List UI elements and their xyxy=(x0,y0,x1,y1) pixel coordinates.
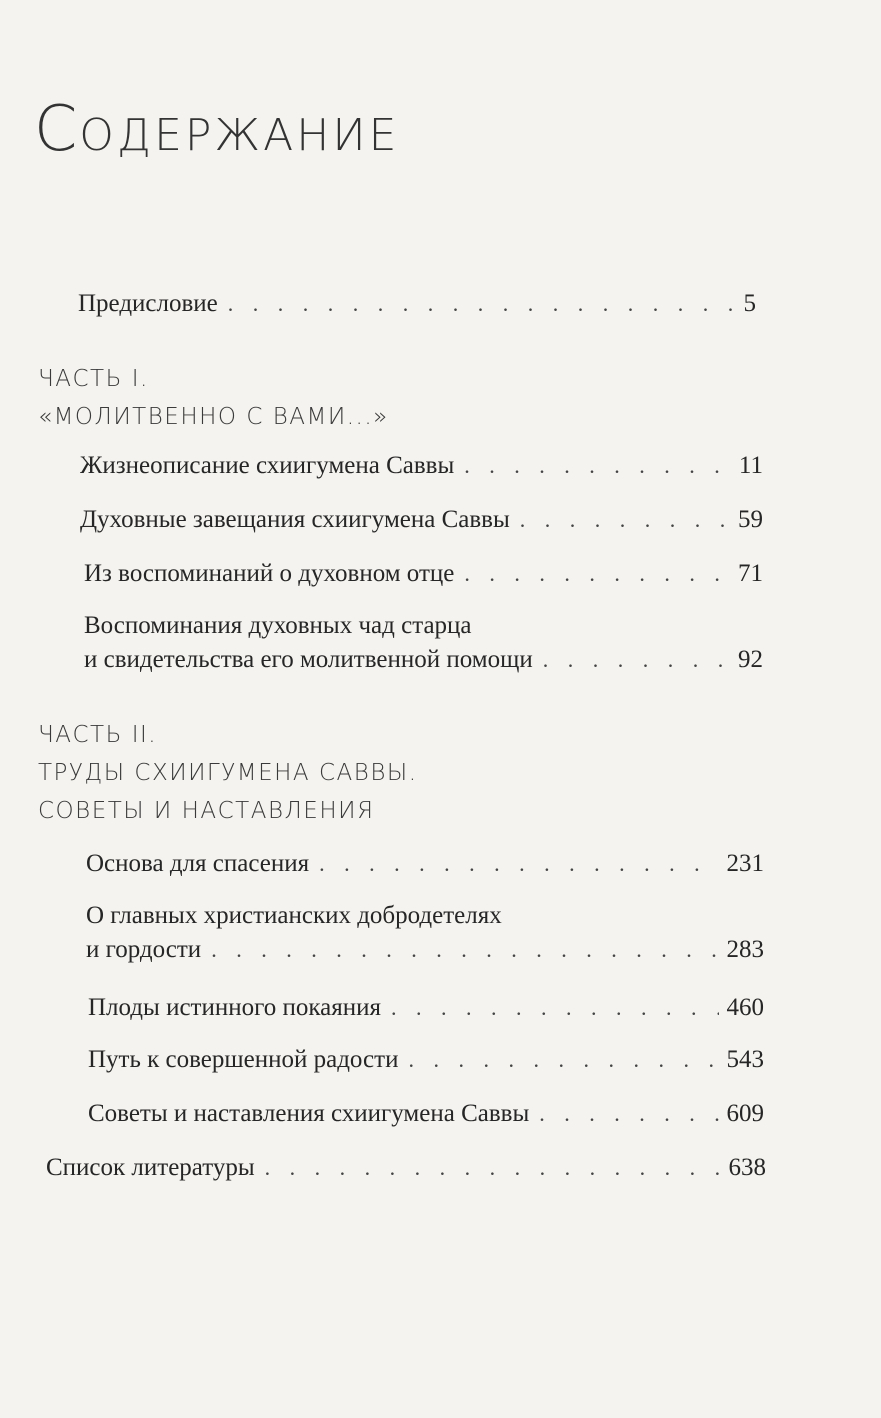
dot-leader xyxy=(211,937,718,963)
toc-entry[interactable] xyxy=(86,902,764,964)
toc-entry[interactable] xyxy=(84,612,763,674)
toc-entry-label: Воспоминания духовных чад старца xyxy=(84,612,472,639)
toc-entry-bibliography[interactable] xyxy=(46,1154,766,1182)
dot-leader xyxy=(464,561,730,587)
toc-page-number: 11 xyxy=(738,452,763,479)
toc-entry-label: Путь к совершенной радости xyxy=(88,1046,399,1073)
part-1-number: ЧАСТЬ I. xyxy=(38,366,149,392)
dot-leader xyxy=(265,1155,721,1181)
dot-leader xyxy=(228,291,736,317)
part-2-title-line2: СОВЕТЫ И НАСТАВЛЕНИЯ xyxy=(38,798,375,824)
toc-entry-label: Духовные завещания схиигумена Саввы xyxy=(80,506,510,533)
toc-page-number: 638 xyxy=(728,1154,766,1181)
toc-entry-label: Из воспоминаний о духовном отце xyxy=(84,560,455,587)
toc-page-number: 231 xyxy=(726,850,764,877)
page-title: СОДЕРЖАНИЕ xyxy=(34,92,400,165)
part-1-title: «МОЛИТВЕННО С ВАМИ...» xyxy=(38,404,389,430)
toc-entry[interactable] xyxy=(84,560,763,588)
toc-entry[interactable] xyxy=(88,1100,764,1128)
toc-entry-label: Предисловие xyxy=(78,290,218,317)
toc-entry[interactable] xyxy=(86,850,764,878)
toc-page-number: 71 xyxy=(738,560,763,587)
dot-leader xyxy=(539,1101,718,1127)
toc-page-number: 283 xyxy=(726,936,764,963)
toc-page-number: 59 xyxy=(738,506,763,533)
dot-leader xyxy=(464,453,731,479)
toc-entry-label: Советы и наставления схиигумена Саввы xyxy=(88,1100,530,1127)
toc-entry-preface[interactable] xyxy=(78,290,756,318)
toc-entry-label: и свидетельства его молитвенной помощи xyxy=(84,646,533,673)
toc-entry-label: Основа для спасения xyxy=(86,850,310,877)
toc-page-number: 543 xyxy=(726,1046,764,1073)
toc-entry-label: Плоды истинного покаяния xyxy=(88,994,381,1021)
toc-entry[interactable] xyxy=(80,452,763,480)
part-2-number: ЧАСТЬ II. xyxy=(38,722,158,748)
toc-page-number: 92 xyxy=(738,646,763,673)
toc-entry[interactable] xyxy=(88,1046,764,1074)
toc-page-number: 609 xyxy=(726,1100,764,1127)
toc-page-number: 460 xyxy=(726,994,764,1021)
toc-entry-label: Жизнеописание схиигумена Саввы xyxy=(80,452,455,479)
dot-leader xyxy=(543,647,730,673)
part-2-title-line1: ТРУДЫ СХИИГУМЕНА САВВЫ. xyxy=(38,760,418,786)
toc-entry-label: Список литературы xyxy=(46,1154,255,1181)
dot-leader xyxy=(391,995,719,1021)
toc-entry-label: и гордости xyxy=(86,936,202,963)
dot-leader xyxy=(520,507,730,533)
toc-page-number: 5 xyxy=(743,290,756,317)
toc-entry-label: О главных христианских добродетелях xyxy=(86,902,502,929)
toc-entry[interactable] xyxy=(80,506,763,534)
toc-entry[interactable] xyxy=(88,994,764,1022)
dot-leader xyxy=(408,1047,718,1073)
dot-leader xyxy=(319,851,718,877)
